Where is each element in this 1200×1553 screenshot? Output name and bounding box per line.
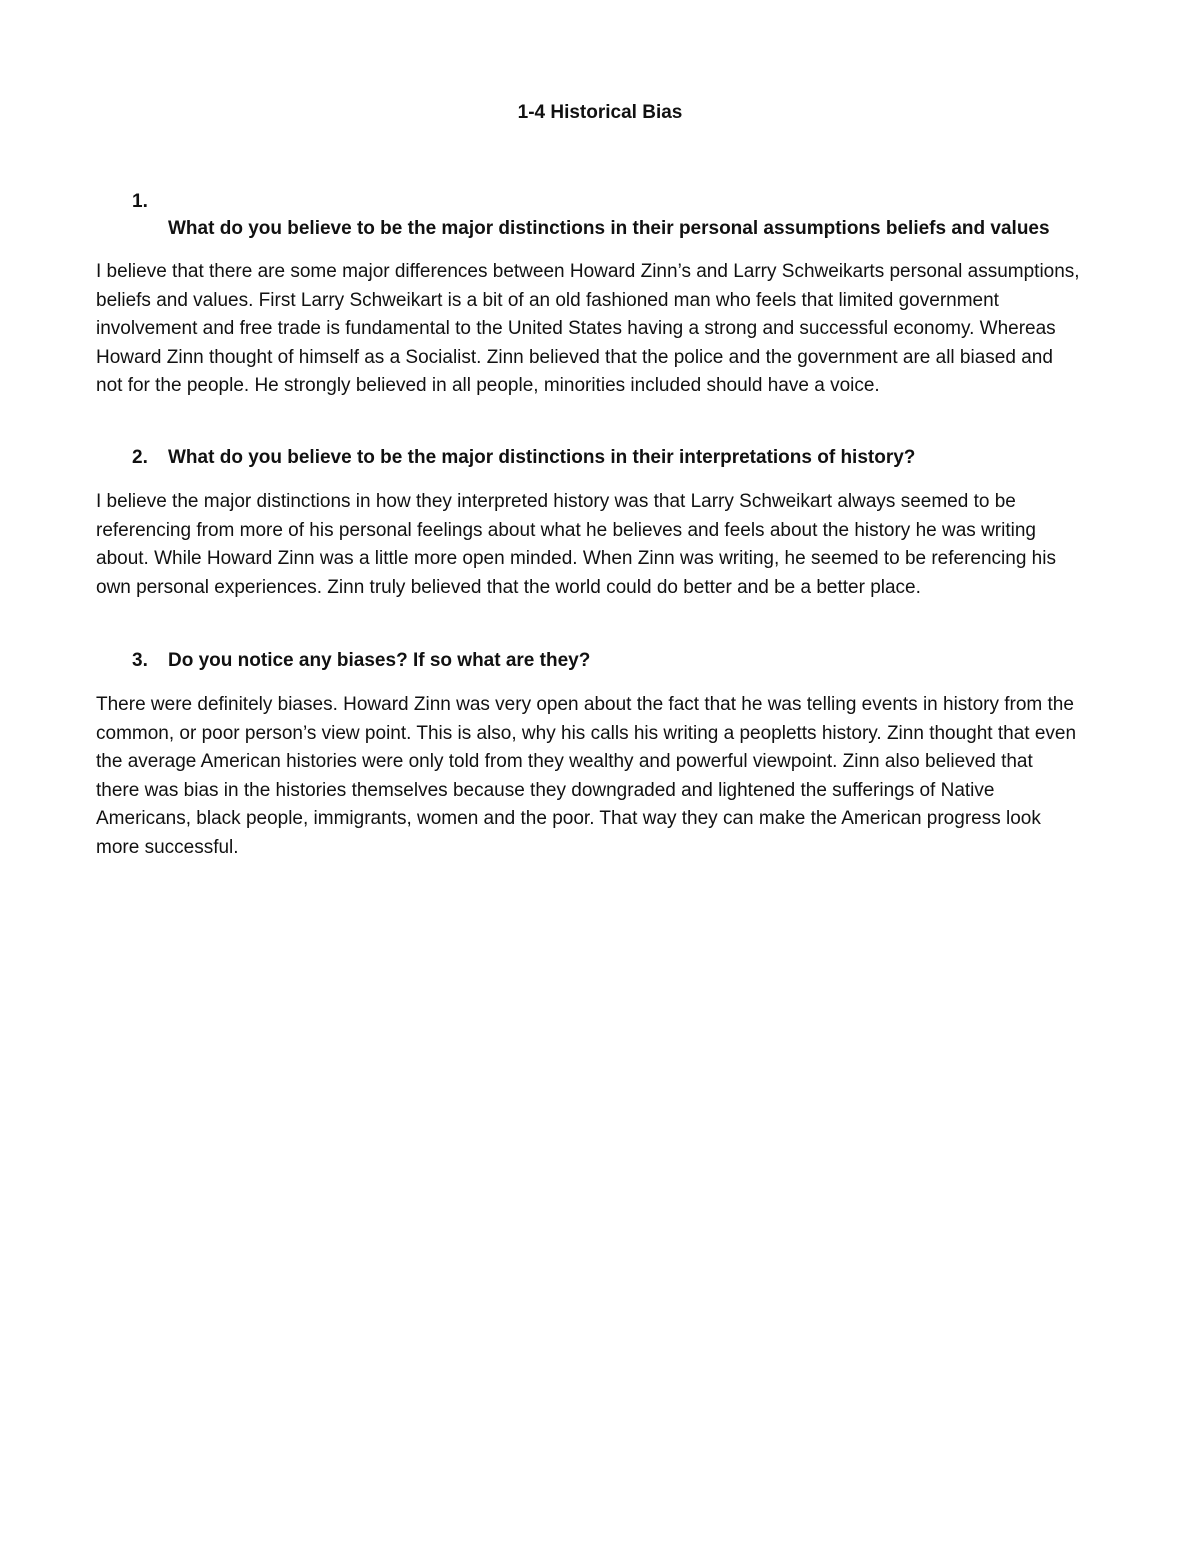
answer-2-paragraph: I believe the major distinctions in how they interpreted history was that Larry Schweikart always seemed to be referencing from more of his personal feelings about what he believes and feels about the history he was writing about. While Howard Zinn was a little more open minded. When Zinn was writing, he seemed to be referencing his own personal experiences. Zinn truly believed that the world could do better and be a better place. [96,491,1056,598]
answer-1-paragraph: I believe that there are some major differences between Howard Zinn’s and Larry Schweikarts personal assumptions, beliefs and values. First Larry Schweikart is a bit of an old fashioned man who feels that limited government involvement and free trade is fundamental to the United States having a strong and successful economy. Whereas Howard Zinn thought of himself as a Socialist. Zinn believed that the police and the government are all biased and not for the people. He strongly believed in all people, minorities included should have a voice. [96,261,1080,396]
question-3-heading [132,649,590,673]
answer-3-paragraph: There were definitely biases. Howard Zinn was very open about the fact that he was telling events in history from the common, or poor person’s view point. This is also, why his calls his writing a peopletts history. Zinn thought that even the average American histories were only told from they wealthy and powerful viewpoint. Zinn also believed that there was bias in the histories themselves because they downgraded and lightened the sufferings of Native Americans, black people, immigrants, women and the poor. That way they can make the American progress look more successful. [96,694,1077,858]
question-1-number: 1. [132,191,148,212]
question-3-number: 3. [132,650,148,671]
question-2-text: What do you believe to be the major distinctions in their interpretations of history? [168,447,916,468]
question-2-heading [132,446,915,470]
question-1-text: What do you believe to be the major distinctions in their personal assumptions beliefs and values [168,218,1050,239]
question-3-text: Do you notice any biases? If so what are they? [168,650,591,671]
question-2-number: 2. [132,447,148,468]
document-title: 1-4 Historical Bias [517,102,683,123]
